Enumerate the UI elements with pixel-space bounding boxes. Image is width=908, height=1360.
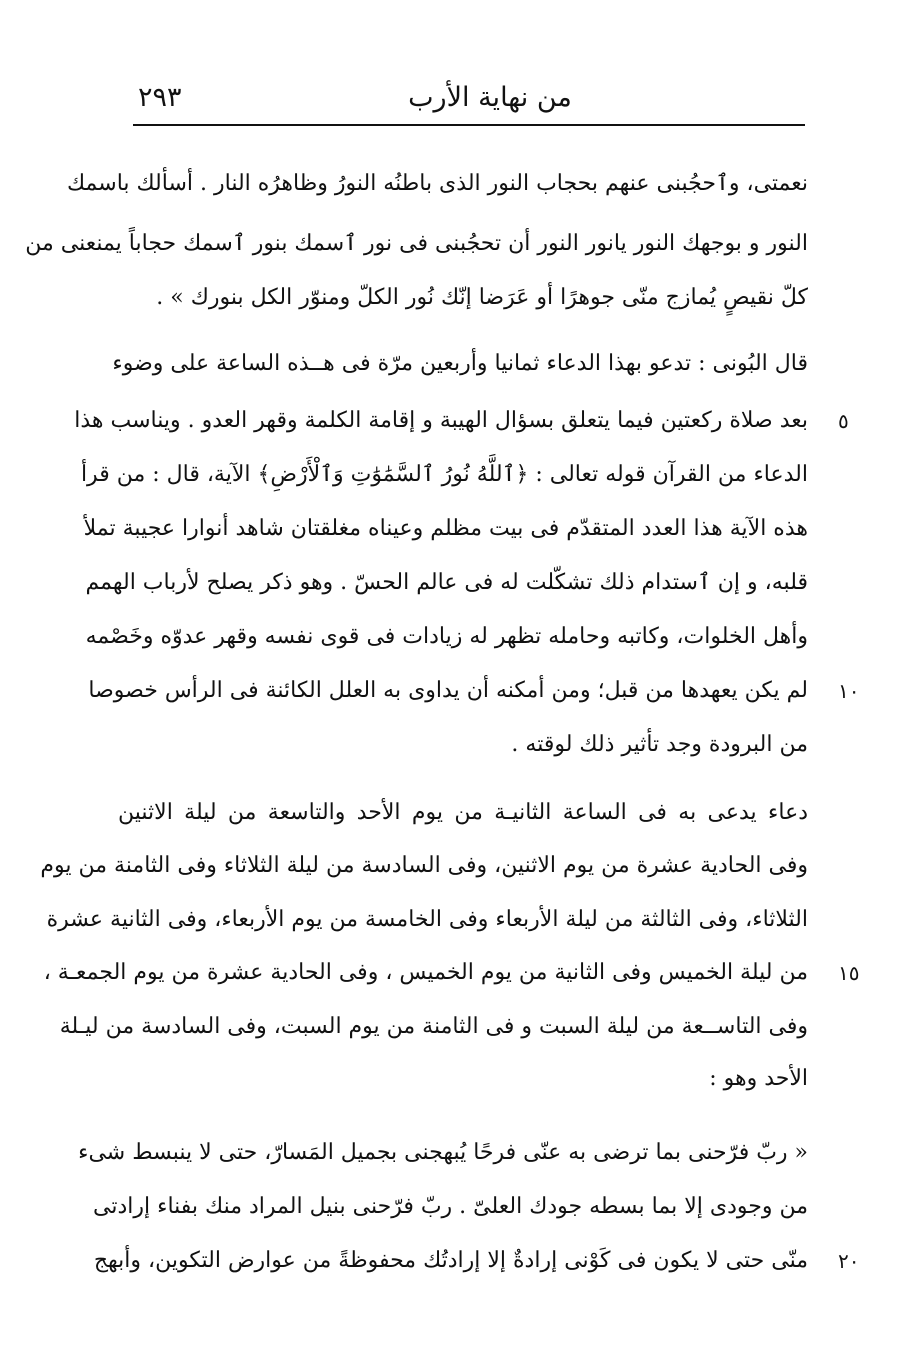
text-line: قال البُونى : تدعو بهذا الدعاء ثمانيا وأربعين مرّة فى هــذه الساعة على وضوء (112, 351, 808, 376)
text-line: قلبه، و إن ٱستدام ذلك تشكّلت له فى عالم الحسّ . وهو ذكر يصلح لأرباب الهمم (85, 570, 808, 595)
text-line: دعاء يدعى به فى الساعة الثانيـة من يوم الأحد والتاسعة من ليلة الاثنين (118, 800, 808, 825)
text-line: وأهل الخلوات، وكاتبه وحامله تظهر له زيادات فى قوى نفسه وقهر عدوّه وخَصْمه (85, 624, 808, 649)
text-line: نعمتى، وٱحجُبنى عنهم بحجاب النور الذى باطنُه النورُ وظاهرُه النار . أسألك باسمك (67, 171, 808, 196)
text-line: لم يكن يعهدها من قبل؛ ومن أمكنه أن يداوى به العلل الكائنة فى الرأس خصوصا (88, 678, 808, 703)
text-line: منّى حتى لا يكون فى كَوْنى إرادةٌ إلا إرادتُك محفوظةً من عوارض التكوين، وأبهج (93, 1248, 808, 1273)
text-line: من البرودة وجد تأثير ذلك لوقته . (511, 732, 808, 757)
line-number: ١٥ (838, 961, 860, 985)
text-line: وفى الحادية عشرة من يوم الاثنين، وفى السادسة من ليلة الثلاثاء وفى الثامنة من يوم (40, 853, 808, 878)
line-number: ٥ (838, 409, 849, 433)
text-line: الأحد وهو : (709, 1066, 808, 1091)
text-line: هذه الآية هذا العدد المتقدّم فى بيت مظلم وعيناه مغلقتان شاهد أنوارا عجيبة تملأ (83, 516, 808, 541)
text-line: بعد صلاة ركعتين فيما يتعلق بسؤال الهيبة و إقامة الكلمة وقهر العدو . ويناسب هذا (74, 408, 808, 433)
text-line: الثلاثاء، وفى الثالثة من ليلة الأربعاء وفى الخامسة من يوم الأربعاء، وفى الثانية عشرة (46, 907, 808, 932)
text-line: النور و بوجهك النور يانور النور أن تحجُبنى فى نور ٱسمك بنور ٱسمك حجاباً يمنعنى من (25, 231, 808, 256)
text-line: من وجودى إلا بما بسطه جودك العلىّ . ربّ فرّحنى بنيل المراد منك بفناء إرادتى (93, 1194, 808, 1219)
page-number: ٢٩٣ (138, 82, 182, 113)
text-line: « ربّ فرّحنى بما ترضى به عنّى فرحًا يُبهجنى بجميل المَسارّ، حتى لا ينبسط شىء (78, 1140, 808, 1165)
text-line: كلّ نقيصٍ يُمازج منّى جوهرًا أو عَرَضا إنّك نُور الكلّ ومنوّر الكل بنورك » . (156, 285, 808, 310)
header-rule (133, 124, 805, 126)
running-title: من نهاية الأرب (408, 82, 572, 113)
text-line: وفى التاســعة من ليلة السبت و فى الثامنة من يوم السبت، وفى السادسة من ليـلة (59, 1014, 808, 1039)
line-number: ١٠ (838, 679, 860, 703)
text-line: الدعاء من القرآن قوله تعالى : ﴿ٱللَّهُ نُورُ ٱلسَّمَٰوَٰتِ وَٱلْأَرْضِ﴾ الآية، قال : من قرأ (80, 462, 808, 487)
line-number: ٢٠ (838, 1249, 860, 1273)
text-line: من ليلة الخميس وفى الثانية من يوم الخميس ، وفى الحادية عشرة من يوم الجمعـة ، (43, 960, 808, 985)
